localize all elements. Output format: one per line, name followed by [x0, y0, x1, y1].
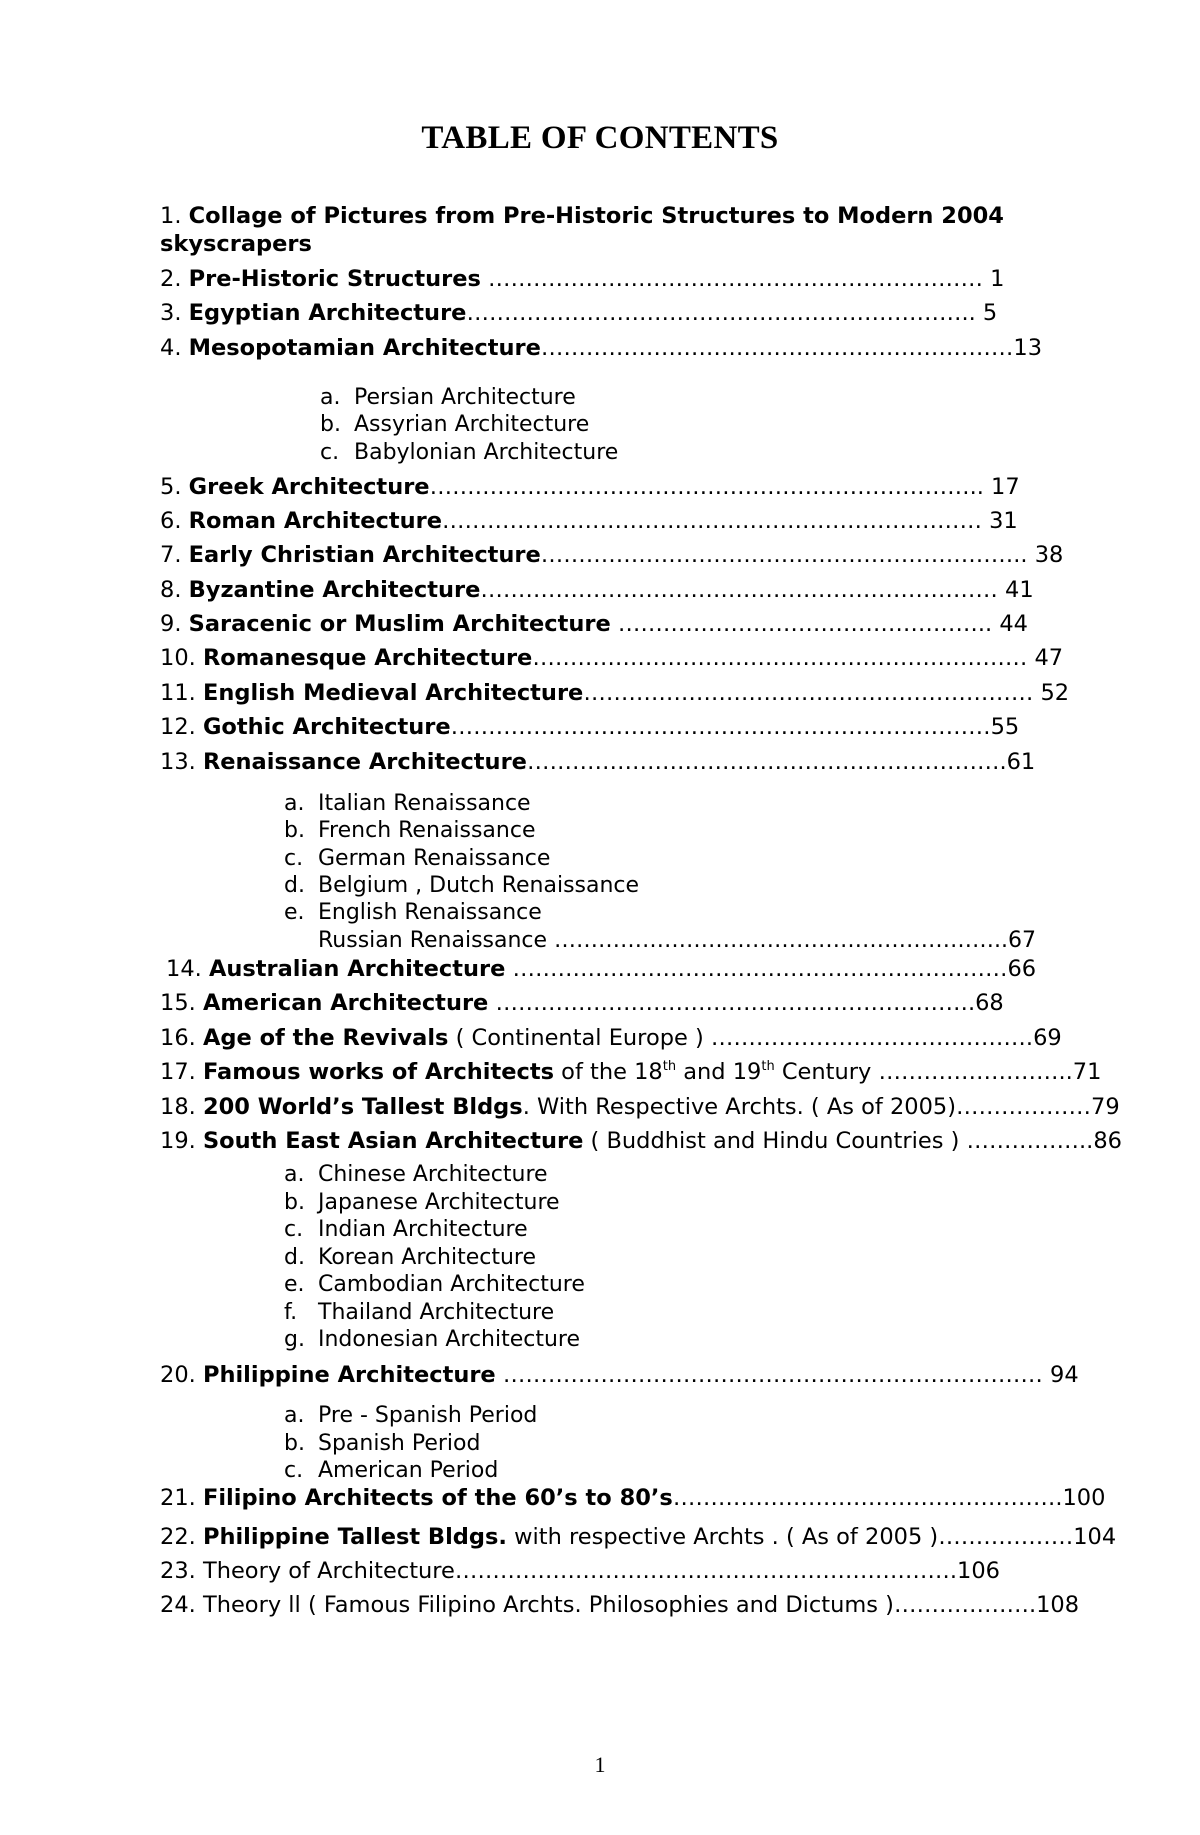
toc-title: Byzantine Architecture — [188, 577, 481, 603]
toc-subitem[interactable] — [284, 845, 550, 873]
toc-leader-page: ………………………………………….. 44 — [610, 611, 1028, 637]
toc-leader-page: ……………………………………………………….61 — [526, 749, 1036, 775]
toc-title: Filipino Architects of the 60’s to 80’s — [202, 1485, 673, 1511]
toc-number: 10. — [160, 645, 196, 671]
sub-letter: d. — [284, 873, 305, 898]
toc-title: Philippine Tallest Bldgs. — [202, 1524, 507, 1550]
toc-item-24[interactable] — [160, 1591, 1180, 1619]
sub-title: Spanish Period — [318, 1431, 481, 1456]
toc-leader-page: ………………………………………………………………55 — [450, 714, 1020, 740]
toc-leader-page: ………………79 — [956, 1094, 1120, 1120]
toc-item-8[interactable] — [160, 576, 1180, 604]
sub-letter: a. — [320, 385, 341, 410]
toc-subtitle: and 19 — [676, 1059, 762, 1085]
toc-number: 24. — [160, 1592, 196, 1618]
toc-title: South East Asian Architecture — [202, 1128, 584, 1154]
sub-letter: c. — [284, 846, 304, 871]
toc-title: American Architecture — [202, 990, 489, 1016]
sub-letter: b. — [284, 818, 305, 843]
toc-item-19[interactable] — [160, 1127, 1180, 1155]
toc-number: 5. — [160, 474, 182, 500]
toc-title: Theory of Architecture — [202, 1558, 455, 1584]
toc-leader-page: …………………………………………….100 — [672, 1485, 1106, 1511]
toc-leader-page: ……………….108 — [893, 1592, 1080, 1618]
toc-item-13[interactable] — [160, 748, 1180, 776]
toc-item-9[interactable] — [160, 610, 1180, 638]
toc-leader-page: ………………………………………………………….. 5 — [466, 300, 998, 326]
toc-item-7[interactable] — [160, 541, 1180, 569]
toc-title: Saracenic or Muslim Architecture — [188, 611, 611, 637]
toc-number: 18. — [160, 1094, 196, 1120]
toc-title: Romanesque Architecture — [202, 645, 533, 671]
sub-title: Russian Renaissance — [318, 928, 548, 953]
toc-item-2[interactable] — [160, 265, 1180, 293]
toc-subitem[interactable] — [284, 1430, 480, 1458]
sub-title: Thailand Architecture — [318, 1300, 555, 1325]
toc-leader-page: …………………………………………………………… 41 — [480, 577, 1034, 603]
toc-item-15[interactable] — [160, 989, 1180, 1017]
toc-leader-page: ………………………………………………………… 47 — [532, 645, 1064, 671]
toc-title: Philippine Architecture — [202, 1362, 496, 1388]
sub-title: French Renaissance — [318, 818, 536, 843]
toc-leader-page: ……………………………………………………………… 94 — [495, 1362, 1079, 1388]
sub-title: Babylonian Architecture — [354, 440, 619, 465]
toc-subtitle: ( Continental Europe ) — [448, 1025, 711, 1051]
sub-letter: d. — [284, 1245, 305, 1270]
toc-leader-page: ……………………………………………………………….. 17 — [429, 474, 1020, 500]
toc-title: Egyptian Architecture — [188, 300, 467, 326]
toc-number: 22. — [160, 1524, 196, 1550]
sub-title: Pre - Spanish Period — [318, 1403, 538, 1428]
toc-title: Early Christian Architecture — [188, 542, 541, 568]
sub-letter: a. — [284, 1162, 305, 1187]
sub-title: Belgium , Dutch Renaissance — [318, 873, 640, 898]
toc-number: 14. — [166, 956, 202, 982]
toc-number: 15. — [160, 990, 196, 1016]
toc-leader-page: ……………………………………………………….68 — [488, 990, 1004, 1016]
sub-letter: a. — [284, 791, 305, 816]
toc-number: 12. — [160, 714, 196, 740]
sub-title: Cambodian Architecture — [318, 1272, 585, 1297]
toc-subtitle: ( Buddhist and Hindu Countries ) — [583, 1128, 967, 1154]
toc-title: Greek Architecture — [188, 474, 430, 500]
toc-number: 9. — [160, 611, 182, 637]
ordinal-suffix: th — [761, 1059, 775, 1074]
toc-title: Age of the Revivals — [202, 1025, 449, 1051]
toc-item-21[interactable] — [160, 1484, 1180, 1512]
toc-subtitle: of the 18 — [554, 1059, 663, 1085]
toc-item-14[interactable] — [166, 955, 1186, 983]
sub-letter: g. — [284, 1327, 305, 1352]
toc-title: 200 World’s Tallest Bldgs — [202, 1094, 523, 1120]
toc-number: 21. — [160, 1485, 196, 1511]
toc-item-3[interactable] — [160, 299, 1180, 327]
toc-subitem[interactable] — [284, 1326, 580, 1354]
toc-leader-page: ……………………………………………………….. 38 — [540, 542, 1064, 568]
toc-item-1-continuation — [160, 230, 1180, 258]
toc-subtitle: . With Respective Archts. ( As of 2005) — [522, 1094, 956, 1120]
sub-title: Persian Architecture — [354, 385, 576, 410]
sub-letter: b. — [284, 1431, 305, 1456]
toc-subtitle: Century — [774, 1059, 879, 1085]
sub-letter: c. — [320, 440, 340, 465]
toc-number: 16. — [160, 1025, 196, 1051]
toc-item-17[interactable] — [160, 1058, 1180, 1086]
toc-number: 3. — [160, 300, 182, 326]
toc-subitem[interactable] — [284, 899, 542, 927]
toc-subitem[interactable] — [320, 384, 576, 412]
toc-title: Gothic Architecture — [202, 714, 451, 740]
toc-title: Theory ll ( Famous Filipino Archts. Philosophies and Dictums ) — [202, 1592, 894, 1618]
sub-title: German Renaissance — [318, 846, 551, 871]
toc-number: 23. — [160, 1558, 196, 1584]
toc-item-5[interactable] — [160, 473, 1180, 501]
sub-title: Indian Architecture — [318, 1217, 528, 1242]
toc-subitem[interactable] — [284, 1189, 560, 1217]
toc-number: 20. — [160, 1362, 196, 1388]
sub-title: American Period — [318, 1458, 499, 1483]
sub-title: Japanese Architecture — [318, 1190, 560, 1215]
sub-title: Indonesian Architecture — [318, 1327, 581, 1352]
toc-item-16[interactable] — [160, 1024, 1180, 1052]
sub-letter: e. — [284, 900, 305, 925]
toc-leader-page: ……………………………………………………..67 — [547, 928, 1037, 953]
page-title: TABLE OF CONTENTS — [421, 120, 779, 156]
toc-item-18[interactable] — [160, 1093, 1180, 1121]
toc-number: 6. — [160, 508, 182, 534]
sub-title: Italian Renaissance — [318, 791, 531, 816]
toc-subitem[interactable] — [284, 1161, 548, 1189]
toc-subitem[interactable] — [284, 1216, 528, 1244]
toc-title: Collage of Pictures from Pre-Historic Structures to Modern 2004 — [188, 203, 1004, 229]
toc-subitem[interactable] — [284, 1457, 498, 1485]
toc-subitem[interactable] — [284, 872, 639, 900]
toc-leader-page: ………………104 — [938, 1524, 1117, 1550]
toc-title: Australian Architecture — [208, 956, 506, 982]
toc-number: 7. — [160, 542, 182, 568]
toc-item-12[interactable] — [160, 713, 1180, 741]
toc-number: 8. — [160, 577, 182, 603]
sub-title: Assyrian Architecture — [354, 412, 590, 437]
toc-number: 4. — [160, 335, 182, 361]
toc-number: 1. — [160, 203, 182, 229]
toc-title: Pre-Historic Structures — [188, 266, 481, 292]
toc-number: 17. — [160, 1059, 196, 1085]
toc-leader-page: ………………………………………………………13 — [540, 335, 1043, 361]
toc-item-6[interactable] — [160, 507, 1180, 535]
sub-title: Chinese Architecture — [318, 1162, 548, 1187]
toc-subtitle: with respective Archts . ( As of 2005 ) — [506, 1524, 939, 1550]
sub-letter: f. — [284, 1300, 298, 1325]
toc-leader-page: …………………………………………………………66 — [505, 956, 1037, 982]
toc-item-23[interactable] — [160, 1557, 1180, 1585]
toc-item-11[interactable] — [160, 679, 1180, 707]
toc-leader-page: ………………………………………………………… 1 — [480, 266, 1005, 292]
toc-title: Renaissance Architecture — [202, 749, 527, 775]
toc-number: 11. — [160, 680, 196, 706]
ordinal-suffix: th — [662, 1059, 677, 1074]
toc-subitem[interactable] — [284, 1299, 554, 1327]
toc-leader-page: ………………………………………………………….106 — [454, 1558, 1000, 1584]
toc-subitem[interactable] — [320, 439, 618, 467]
toc-item-20[interactable] — [160, 1361, 1180, 1389]
toc-leader-page: …………………………………….69 — [710, 1025, 1062, 1051]
sub-letter: c. — [284, 1458, 304, 1483]
toc-item-4[interactable] — [160, 334, 1180, 362]
page-number: 1 — [594, 1752, 606, 1777]
toc-item-22[interactable] — [160, 1523, 1180, 1551]
toc-title: Mesopotamian Architecture — [188, 335, 541, 361]
toc-subitem[interactable] — [284, 1244, 536, 1272]
toc-leader-page: ……………………………………………………………… 31 — [441, 508, 1018, 534]
toc-item-10[interactable] — [160, 644, 1180, 672]
toc-title-continuation: skyscrapers — [160, 231, 312, 257]
sub-title: Korean Architecture — [318, 1245, 536, 1270]
toc-number: 2. — [160, 266, 182, 292]
toc-title: Famous works of Architects — [202, 1059, 555, 1085]
sub-letter: c. — [284, 1217, 304, 1242]
toc-title: English Medieval Architecture — [202, 680, 584, 706]
sub-letter: b. — [284, 1190, 305, 1215]
toc-leader-page: ……………..86 — [966, 1128, 1122, 1154]
toc-number: 13. — [160, 749, 196, 775]
sub-letter: a. — [284, 1403, 305, 1428]
toc-subitem-russian[interactable] — [318, 927, 1036, 955]
toc-subitem[interactable] — [284, 1271, 585, 1299]
sub-letter: e. — [284, 1272, 305, 1297]
toc-subitem[interactable] — [284, 817, 535, 845]
toc-subitem[interactable] — [320, 411, 589, 439]
toc-title: Roman Architecture — [188, 508, 442, 534]
sub-title: English Renaissance — [318, 900, 542, 925]
toc-leader-page: ……………………..71 — [878, 1059, 1102, 1085]
toc-subitem[interactable] — [284, 1402, 537, 1430]
toc-number: 19. — [160, 1128, 196, 1154]
toc-item-1[interactable] — [160, 202, 1180, 230]
sub-letter: b. — [320, 412, 341, 437]
toc-subitem[interactable] — [284, 790, 531, 818]
toc-leader-page: …………………………………………………… 52 — [583, 680, 1070, 706]
